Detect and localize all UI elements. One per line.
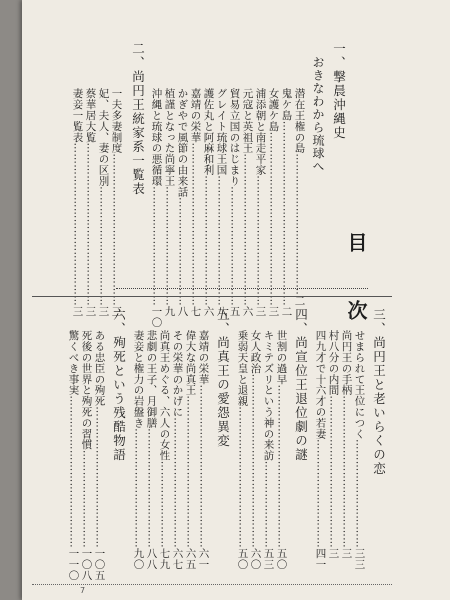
page-mark: 7: [80, 586, 86, 595]
section-3-heading: 三、尚円王と老いらくの恋: [371, 308, 387, 476]
toc-entry: 妻妾と権力の岩盤き……………………………九〇: [132, 330, 145, 570]
toc-entry: ある忠臣の殉死…………………………………一〇五: [93, 330, 106, 581]
toc-entry: 貿易立国のはじまり……………………………五: [228, 88, 241, 317]
divider: [32, 296, 392, 297]
section-2-heading: 二、尚円王統家系一覧表: [130, 42, 146, 196]
toc-entry: 護佐丸と阿麻和利………………………………六: [202, 88, 215, 317]
toc-entry: せまられて王位につく…………………………三三: [353, 330, 366, 570]
toc-entry: キミテズリという神の来訪……………………五三: [262, 330, 275, 570]
toc-entry: 一夫多妻制度……………………………………三: [110, 88, 123, 317]
book-page: [22, 0, 450, 600]
divider-dotted: [32, 584, 392, 585]
section-5-heading: 五、尚真王の愛怨異変: [215, 308, 231, 448]
section-4-heading: 四、尚宣位王退位劇の謎: [293, 308, 309, 462]
page-title: 目 次: [344, 232, 368, 334]
section-1-subheading: おきなわから琉球へ: [311, 56, 325, 173]
section-1-heading: 一、撃晨沖縄史: [331, 42, 347, 140]
toc-entry: その栄華のかげに………………………………六七: [171, 330, 184, 570]
toc-entry: 鬼ケ島……………………………………………二: [280, 88, 293, 317]
toc-entry: 元寇と英祖王……………………………………六: [241, 88, 254, 317]
toc-entry: グレイト琉球王国………………………………八: [215, 88, 228, 317]
toc-entry: 妻妾一覧表………………………………………三: [71, 88, 84, 317]
toc-entry: 沖縄と琉球の悪循環……………………………一〇: [150, 88, 163, 328]
toc-entry: 植謹となった尚寧王……………………………九: [163, 88, 176, 317]
toc-entry: 尚真王めぐる、六人の女性……………………七九: [158, 330, 171, 570]
toc-entry: 嘉靖の栄華………………………………………七: [189, 88, 202, 317]
toc-entry: 女人政治…………………………………………六〇: [249, 330, 262, 570]
toc-entry: 四九才で十六才の若妻…………………………四一: [314, 330, 327, 570]
toc-entry: 驚くべき事実……………………………………一一〇: [67, 330, 80, 581]
toc-entry: 偉大な尚真王……………………………………六五: [184, 330, 197, 570]
toc-entry: 世割の過早………………………………………五〇: [275, 330, 288, 570]
toc-entry: 浦添朝と南走平家………………………………三: [254, 88, 267, 317]
toc-entry: 尚円王の手柄……………………………………三: [340, 330, 353, 559]
toc-entry: 女護ケ島…………………………………………三: [267, 88, 280, 317]
toc-entry: 嘉靖の栄華………………………………………六一: [197, 330, 210, 570]
toc-entry: 乗弱天皇と退親…………………………………五〇: [236, 330, 249, 570]
toc-entry: 蔡華居大覧………………………………………三: [84, 88, 97, 317]
toc-entry: 潜在王権の島…………………………………二: [293, 88, 306, 306]
toc-entry: 悲劇の王子、月御膳……………………………八八: [145, 330, 158, 570]
toc-entry: 死後の世界と殉死の習慣………………………一〇八: [80, 330, 93, 581]
divider-dotted: [116, 288, 368, 289]
toc-entry: 妃、夫人、妻の区別……………………………三: [97, 88, 110, 317]
toc-entry: かぎやで風節の由来話…………………………八: [176, 88, 189, 317]
toc-entry: 村八分の内間……………………………………三: [327, 330, 340, 559]
section-6-heading: 六、殉死という残酷物語: [111, 308, 127, 462]
